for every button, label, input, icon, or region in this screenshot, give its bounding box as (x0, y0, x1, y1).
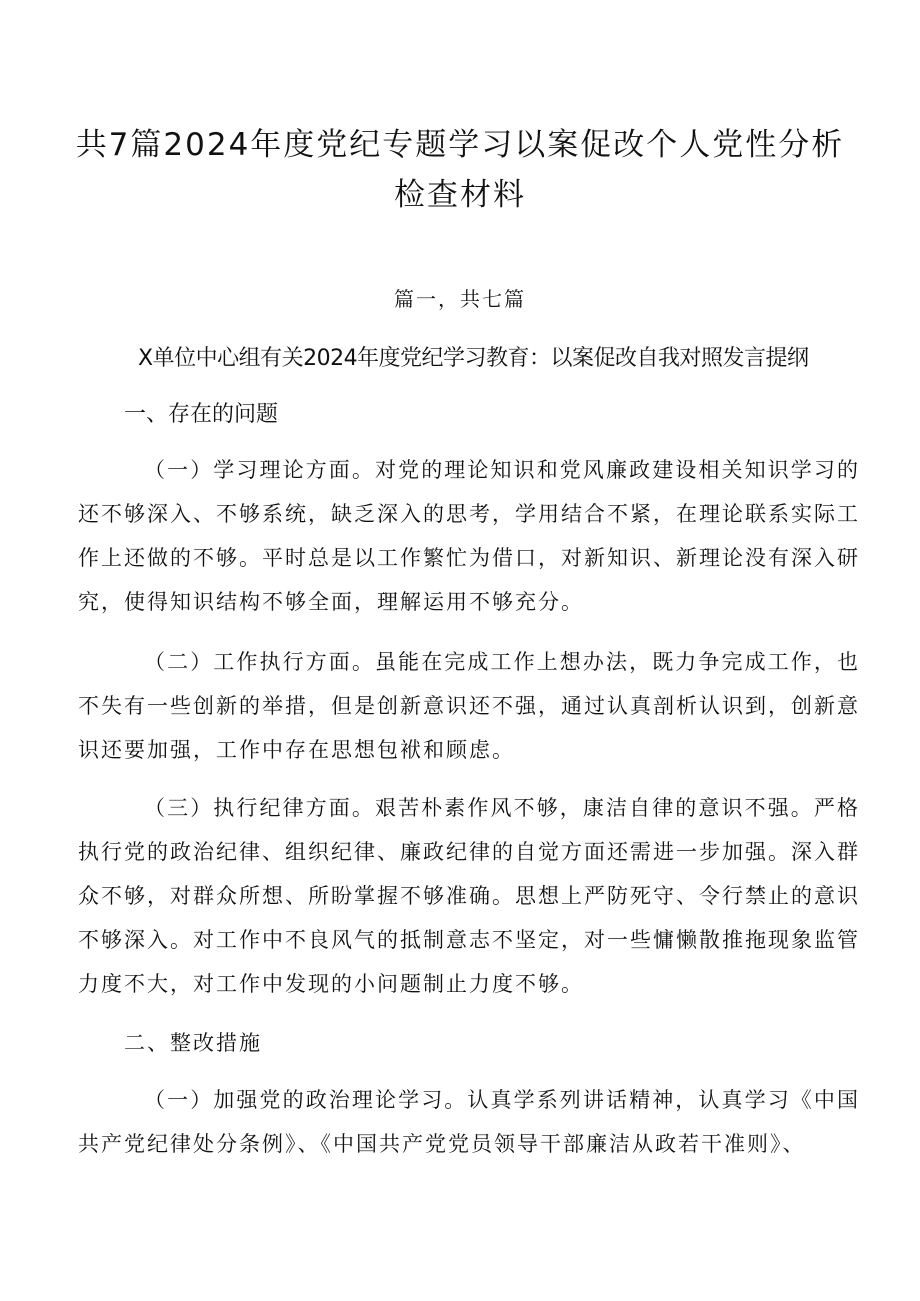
document-title: 共7篇2024年度党纪专题学习以案促改个人党性分析检查材料 (75, 127, 845, 213)
document-heading: X单位中心组有关2024年度党纪学习教育：以案促改自我对照发言提纲 (138, 346, 809, 371)
section-title-measures: 二、整改措施 (124, 1031, 262, 1055)
paragraph-political-theory: （一）加强党的政治理论学习。认真学系列讲话精神，认真学习《中国共产党纪律处分条例》、《中国共产党党员领导干部廉洁从政若干准则》、 (78, 1088, 860, 1156)
section-title-problems: 一、存在的问题 (124, 402, 279, 427)
document-subtitle: 篇一，共七篇 (394, 287, 526, 311)
paragraph-theory-study: （一）学习理论方面。对党的理论知识和党风廉政建设相关知识学习的还不够深入、不够系统，缺乏深入的思考，学用结合不紧，在理论联系实际工作上还做的不够。平时总是以工作繁忙为借口，对新知识、新理论没有深入研究，使得知识结构不够全面，理解运用不够充分。 (78, 458, 860, 614)
paragraph-work-execution: （二）工作执行方面。虽能在完成工作上想办法，既力争完成工作，也不失有一些创新的举措，但是创新意识还不强，通过认真剖析认识到，创新意识还要加强，工作中存在思想包袱和顾虑。 (78, 650, 860, 762)
paragraph-discipline: （三）执行纪律方面。艰苦朴素作风不够，康洁自律的意识不强。严格执行党的政治纪律、组织纪律、廉政纪律的自觉方面还需进一步加强。深入群众不够，对群众所想、所盼掌握不够准确。思想上严防死守、令行禁止的意识不够深入。对工作中不良风气的抵制意志不坚定，对一些慵懒散推拖现象监管力度不大，对工作中发现的小问题制止力度不够。 (78, 796, 860, 996)
